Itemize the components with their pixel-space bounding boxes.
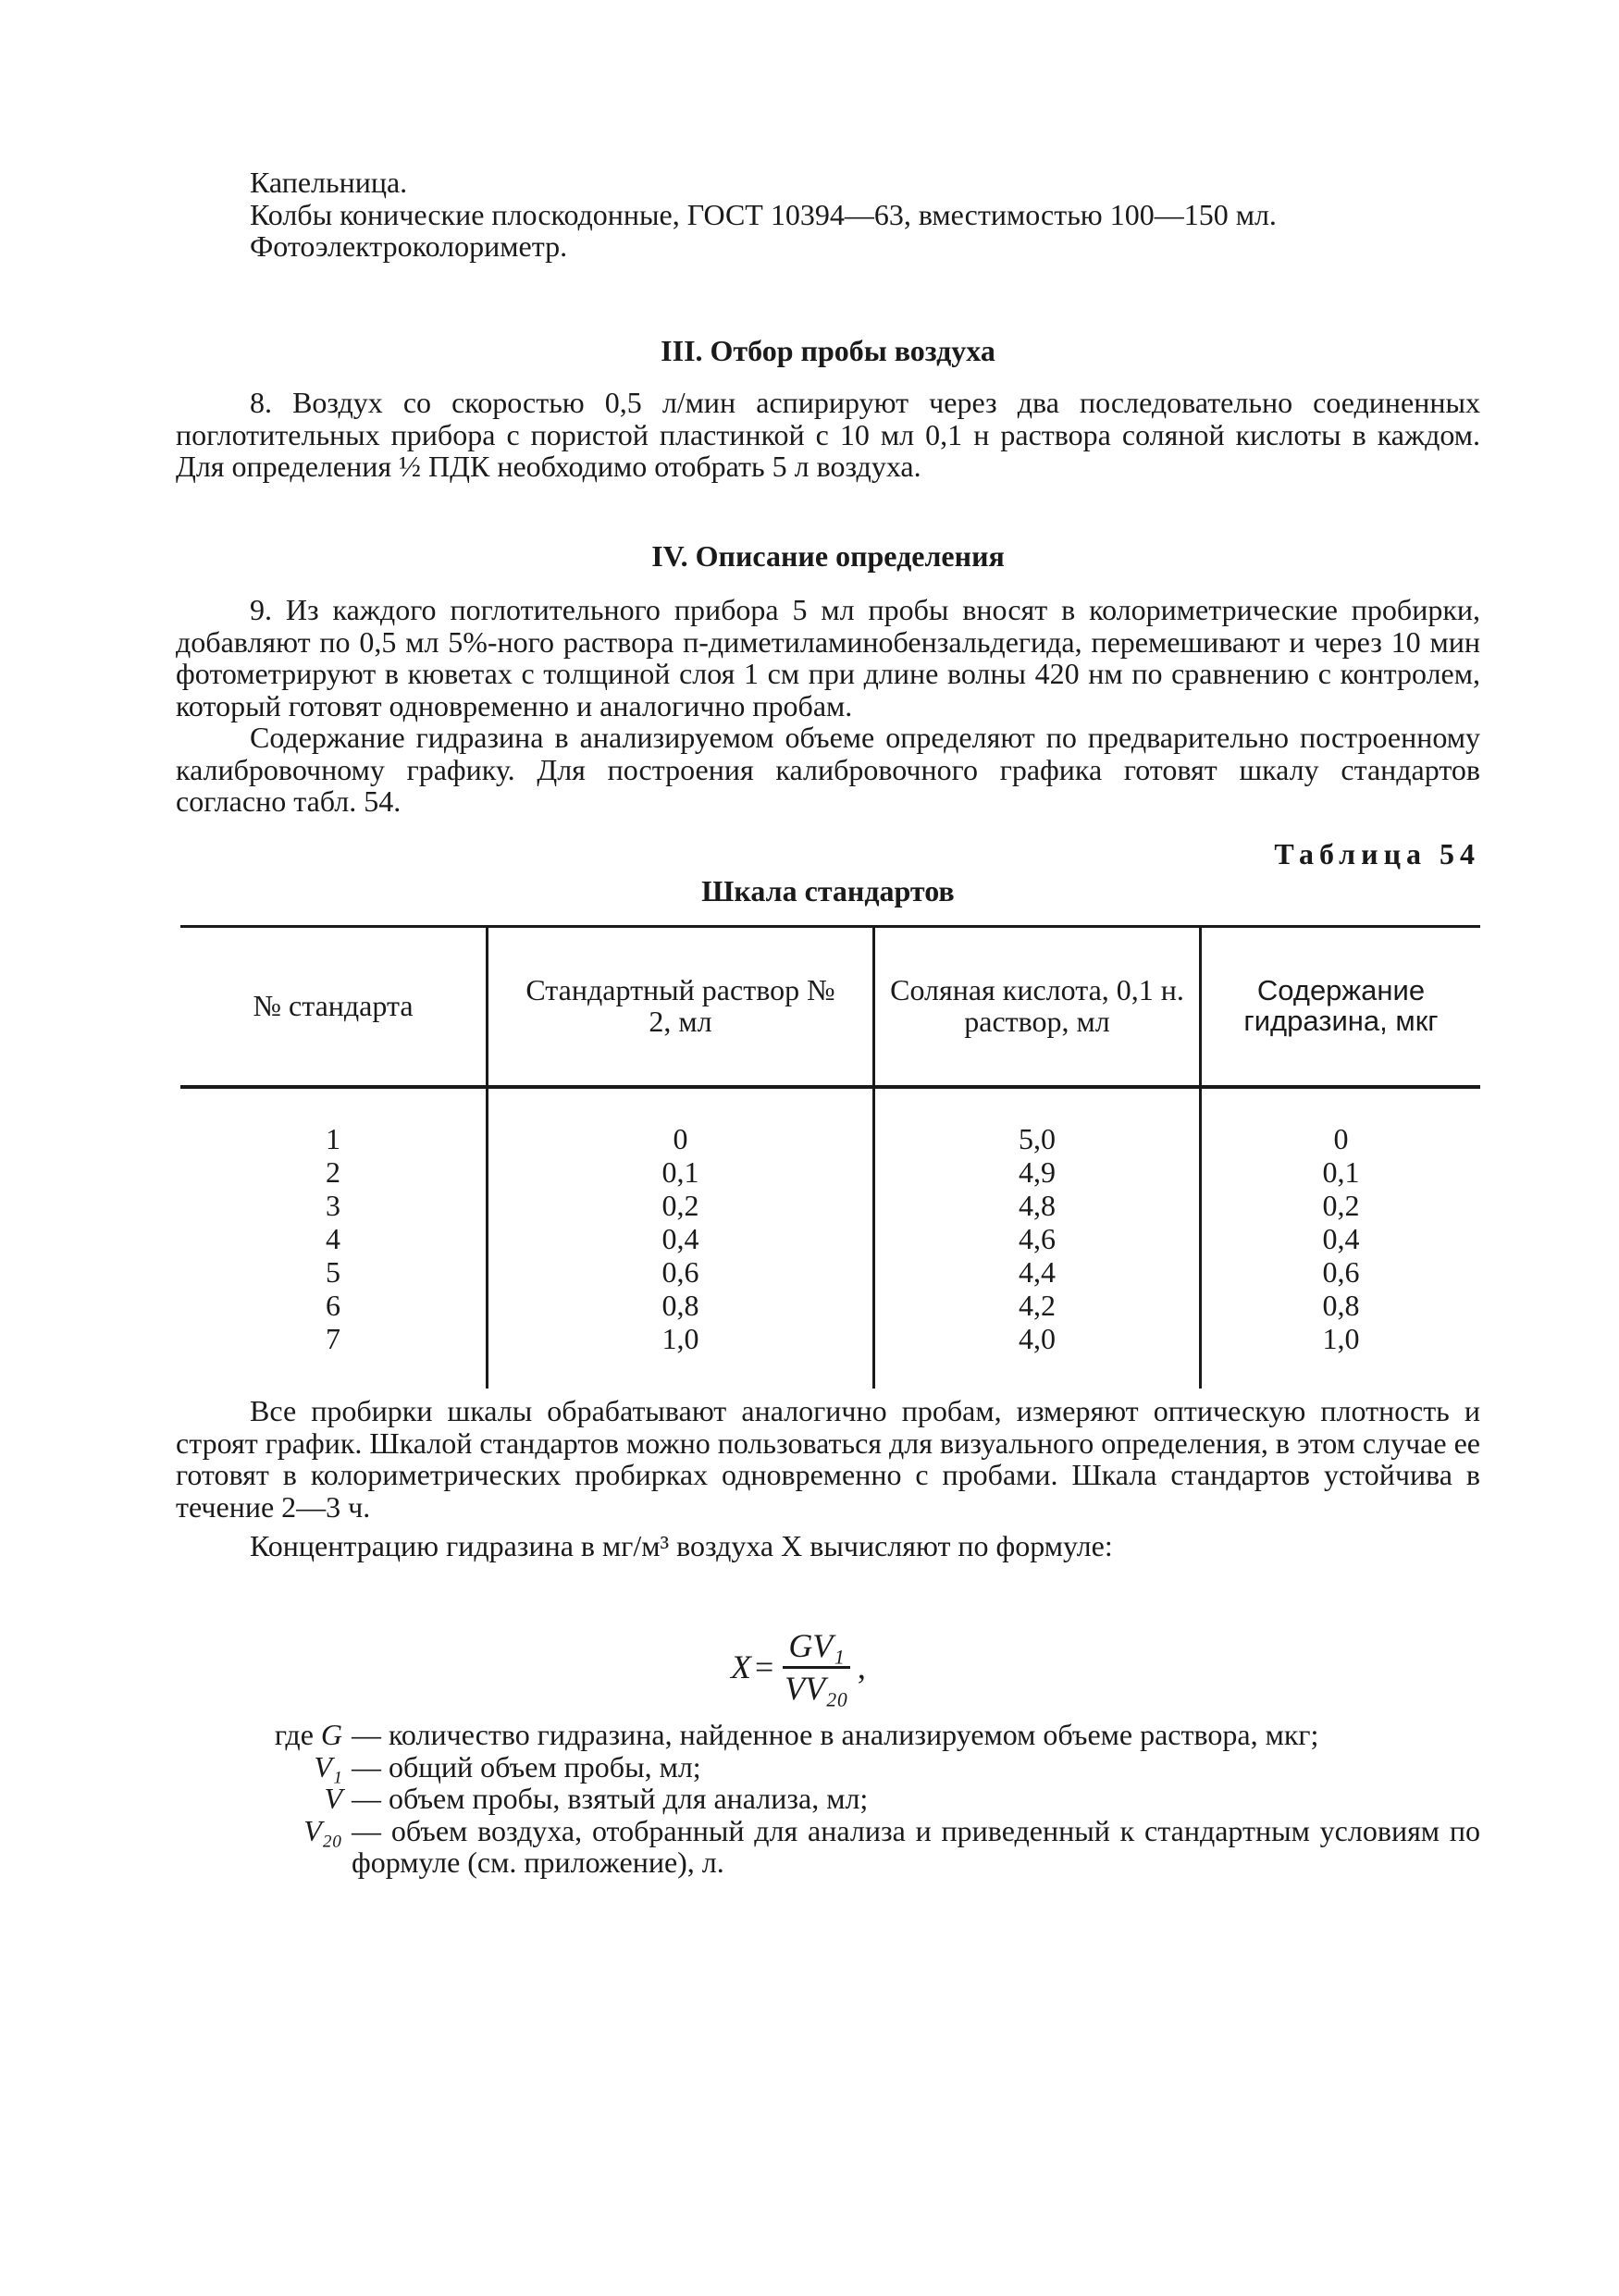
formula-fraction	[783, 1628, 850, 1707]
section-4-body	[176, 594, 1480, 818]
cell-standard: 4	[326, 1222, 340, 1255]
paragraph-scale-processing: Все пробирки шкалы обрабатывают аналогично пробам, измеряют оптическую плотность и строят график. Шкалой стандартов можно пользоваться для визуального определения, в этом случае ее готовят в колориметрических пробирках одновременно с пробами. Шкала стандартов устойчива в течение 2—3 ч.	[176, 1394, 1480, 1524]
after-table-text	[176, 1395, 1480, 1562]
cell-solution: 0	[488, 1087, 874, 1155]
legend-symbol-g: G	[320, 1718, 342, 1751]
formula-equals: =	[755, 1648, 774, 1685]
formula-denominator: VV₂₀	[785, 1669, 849, 1707]
legend-text: — общий объем пробы, мл;	[352, 1749, 701, 1784]
cell-solution: 0,1	[488, 1155, 874, 1189]
table-row	[180, 1322, 1480, 1389]
cell-hydrazine: 1,0	[1201, 1322, 1481, 1389]
cell-acid: 4,9	[874, 1155, 1201, 1189]
formula-numerator: GV₁	[783, 1628, 850, 1669]
table-row	[180, 1087, 1480, 1155]
concentration-formula	[731, 1628, 866, 1707]
legend-text: — объем воздуха, отобранный для анализа и приведенный к стандартным условиям по формуле (см. приложение), л.	[352, 1813, 1480, 1880]
cell-hydrazine: 0,8	[1201, 1289, 1481, 1322]
equipment-photometer: Фотоэлектроколориметр.	[250, 229, 568, 264]
legend-symbol-v: V	[324, 1782, 342, 1816]
legend-text: — количество гидразина, найденное в анализируемом объеме раствора, мкг;	[352, 1718, 1319, 1751]
header-standard-solution: Стандартный раствор № 2, мл	[488, 927, 874, 1088]
cell-hydrazine: 0,4	[1201, 1222, 1481, 1255]
cell-standard: 7	[326, 1322, 340, 1355]
cell-acid: 4,8	[874, 1189, 1201, 1222]
legend-text: — объем пробы, взятый для анализа, мл;	[352, 1782, 869, 1816]
legend-row-v	[190, 1783, 1480, 1815]
header-standard-number: № стандарта	[180, 927, 488, 1088]
cell-standard: 1	[326, 1122, 340, 1155]
cell-hydrazine: 0,6	[1201, 1255, 1481, 1289]
formula-comma: ,	[857, 1648, 866, 1685]
table-row	[180, 1289, 1480, 1322]
cell-acid: 4,0	[874, 1322, 1201, 1389]
legend-intro: где	[274, 1718, 314, 1751]
formula-lhs: X	[731, 1648, 751, 1685]
cell-acid: 4,4	[874, 1255, 1201, 1289]
legend-row-v20	[190, 1815, 1480, 1879]
paragraph-8: 8. Воздух со скоростью 0,5 л/мин аспирируют через два последовательно соединенных поглотительных прибора с пористой пластинкой с 10 мл 0,1 н раствора соляной кислоты в каждом. Для определения ½ ПДК необходимо отобрать 5 л воздуха.	[176, 386, 1480, 484]
table-row	[180, 1255, 1480, 1289]
cell-hydrazine: 0	[1201, 1087, 1481, 1155]
paragraph-9: 9. Из каждого поглотительного прибора 5 мл пробы вносят в колориметрические пробирки, добавляют по 0,5 мл 5%-ного раствора п-диметиламинобензальдегида, перемешивают и через 10 мин фотометрируют в кюветах с толщиной слоя 1 см при длине волны 420 нм по сравнению с контролем, который готовят одновременно и аналогично пробам.	[176, 593, 1480, 722]
cell-solution: 1,0	[488, 1322, 874, 1389]
equipment-dropper: Капельница.	[250, 166, 408, 199]
cell-hydrazine: 0,2	[1201, 1189, 1481, 1222]
section-3-heading: III. Отбор пробы воздуха	[661, 334, 995, 367]
cell-solution: 0,4	[488, 1222, 874, 1255]
cell-acid: 4,6	[874, 1222, 1201, 1255]
section-3-body	[176, 387, 1480, 483]
table-row	[180, 1189, 1480, 1222]
standards-table	[180, 925, 1480, 1389]
formula-legend	[190, 1719, 1480, 1879]
table-header-row	[180, 927, 1480, 1088]
paragraph-calibration: Содержание гидразина в анализируемом объеме определяют по предварительно построенному калибровочному графику. Для построения калибровочного графика готовят шкалу стандартов согласно табл. 54.	[176, 721, 1480, 819]
cell-standard: 5	[326, 1255, 340, 1289]
table-title: Шкала стандартов	[701, 874, 955, 907]
cell-standard: 6	[326, 1289, 340, 1322]
legend-symbol	[190, 1719, 352, 1751]
paragraph-concentration: Концентрацию гидразина в мг/м³ воздуха X вычисляют по формуле:	[250, 1529, 1113, 1563]
legend-symbol-v20: V₂₀	[303, 1813, 342, 1847]
table-row	[180, 1222, 1480, 1255]
legend-symbol-v1: V₁	[314, 1749, 342, 1784]
section-4-heading: IV. Описание определения	[651, 539, 1005, 573]
legend-row-v1	[190, 1751, 1480, 1784]
table-number: Таблица 54	[1274, 837, 1480, 870]
header-hydrochloric-acid: Соляная кислота, 0,1 н. раствор, мл	[874, 927, 1201, 1088]
cell-standard: 2	[326, 1155, 340, 1189]
cell-acid: 5,0	[874, 1087, 1201, 1155]
cell-hydrazine: 0,1	[1201, 1155, 1481, 1189]
cell-solution: 0,2	[488, 1189, 874, 1222]
equipment-flasks: Колбы конические плоскодонные, ГОСТ 10394—63, вместимостью 100—150 мл.	[250, 197, 1277, 231]
cell-solution: 0,6	[488, 1255, 874, 1289]
equipment-list	[176, 167, 1480, 263]
cell-acid: 4,2	[874, 1289, 1201, 1322]
table-row	[180, 1155, 1480, 1189]
header-hydrazine-content: Содержание гидразина, мкг	[1201, 927, 1481, 1088]
cell-solution: 0,8	[488, 1289, 874, 1322]
cell-standard: 3	[326, 1189, 340, 1222]
legend-row-g	[190, 1719, 1480, 1751]
